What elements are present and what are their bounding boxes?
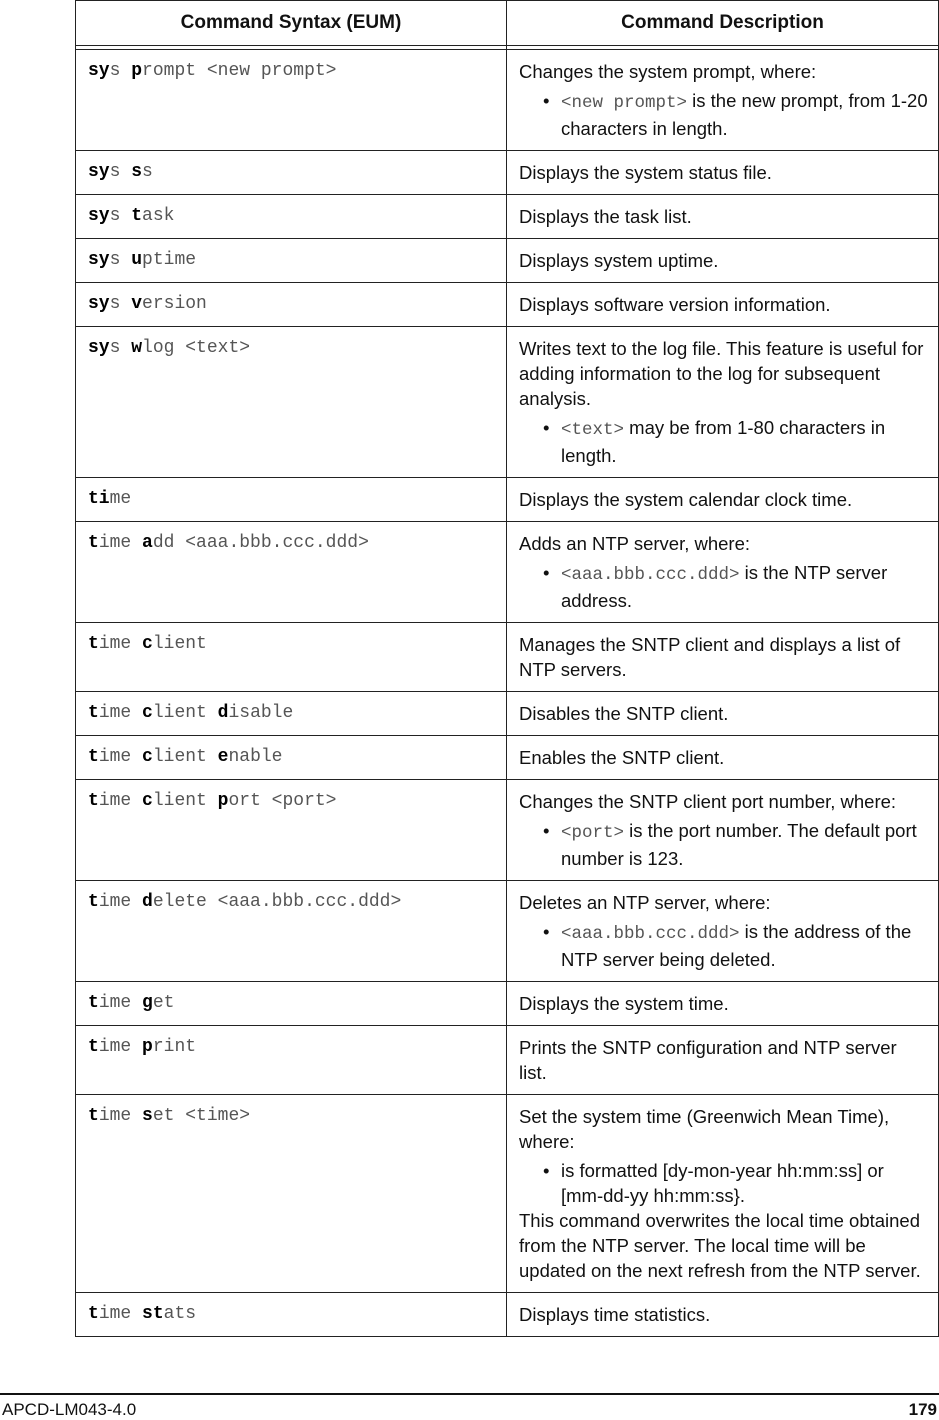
syntax-text: ime [98, 533, 143, 553]
description-text: Set the system time (Greenwich Mean Time), where: [519, 1106, 890, 1152]
syntax-abbrev: sy [88, 61, 110, 81]
table-row [76, 195, 939, 239]
command-description [507, 283, 939, 327]
command-description [507, 982, 939, 1026]
command-syntax [76, 195, 507, 239]
command-description [507, 881, 939, 982]
syntax-abbrev: t [88, 634, 99, 654]
bullet-text: is the NTP server address. [561, 562, 888, 611]
table-row [76, 982, 939, 1026]
command-description [507, 50, 939, 151]
syntax-text: lient [152, 634, 207, 654]
command-syntax [76, 982, 507, 1026]
command-description [507, 692, 939, 736]
syntax-abbrev: d [142, 892, 153, 912]
description-bullets [519, 560, 928, 613]
syntax-abbrev: c [142, 703, 153, 723]
description-bullets [519, 818, 928, 871]
command-syntax [76, 881, 507, 982]
table-row [76, 692, 939, 736]
description-bullets [519, 1158, 928, 1208]
syntax-text [120, 162, 131, 182]
table-row [76, 623, 939, 692]
footer-doc-id: APCD-LM043-4.0 [2, 1400, 137, 1419]
syntax-text: log <text> [142, 338, 251, 358]
parameter-code: <aaa.bbb.ccc.ddd> [561, 565, 740, 585]
syntax-text [120, 338, 131, 358]
syntax-abbrev: p [131, 61, 143, 81]
command-syntax [76, 50, 507, 151]
parameter-code: <new prompt> [561, 93, 688, 113]
syntax-text [120, 250, 131, 270]
syntax-abbrev: w [131, 338, 143, 358]
syntax-abbrev: sy [88, 338, 110, 358]
command-description [507, 780, 939, 881]
table-row [76, 151, 939, 195]
syntax-abbrev: v [131, 294, 143, 314]
command-syntax [76, 692, 507, 736]
syntax-text: rompt <new prompt> [142, 61, 337, 81]
description-text: Displays the system status file. [519, 162, 772, 183]
header-command-description: Command Description [507, 1, 939, 46]
syntax-text: lient [152, 791, 218, 811]
header-command-syntax: Command Syntax (EUM) [76, 1, 507, 46]
syntax-text: lient [152, 747, 218, 767]
syntax-text: nable [228, 747, 283, 767]
syntax-abbrev: t [88, 1106, 99, 1126]
description-text: Manages the SNTP client and displays a list of NTP servers. [519, 634, 901, 680]
syntax-abbrev: t [131, 206, 143, 226]
command-syntax [76, 478, 507, 522]
description-text: Displays time statistics. [519, 1304, 711, 1325]
command-syntax [76, 283, 507, 327]
syntax-abbrev: s [131, 162, 143, 182]
syntax-text: s [109, 338, 121, 358]
description-text: Adds an NTP server, where: [519, 533, 751, 554]
command-description [507, 195, 939, 239]
syntax-text: ime [98, 791, 143, 811]
description-text: Displays the system time. [519, 993, 729, 1014]
syntax-text: ime [98, 747, 143, 767]
syntax-text: rint [152, 1037, 197, 1057]
command-table [75, 0, 939, 1337]
command-description [507, 239, 939, 283]
bullet-text: is formatted [dy-mon-year hh:mm:ss] or [mm-dd-yy hh:mm:ss}. [561, 1160, 884, 1206]
syntax-text: isable [228, 703, 294, 723]
table-row [76, 881, 939, 982]
syntax-abbrev: t [88, 533, 99, 553]
command-syntax [76, 736, 507, 780]
command-description [507, 1293, 939, 1337]
table-row [76, 478, 939, 522]
bullet-text: may be from 1-80 characters in length. [561, 417, 886, 466]
description-bullets [519, 919, 928, 972]
syntax-text: ptime [142, 250, 197, 270]
bullet-text: is the new prompt, from 1-20 characters in length. [561, 90, 928, 139]
parameter-code: <aaa.bbb.ccc.ddd> [561, 924, 740, 944]
bullet-text: is the port number. The default port number is 123. [561, 820, 917, 869]
syntax-text: ime [98, 1304, 143, 1324]
table-body [76, 50, 939, 1337]
description-text: Changes the SNTP client port number, where: [519, 791, 897, 812]
syntax-abbrev: t [88, 747, 99, 767]
description-text: Changes the system prompt, where: [519, 61, 817, 82]
command-syntax [76, 623, 507, 692]
syntax-text: ime [98, 892, 143, 912]
parameter-code: <port> [561, 823, 625, 843]
bullet-item [561, 919, 928, 972]
syntax-abbrev: u [131, 250, 143, 270]
bullet-text: is the address of the NTP server being deleted. [561, 921, 912, 970]
command-syntax [76, 522, 507, 623]
syntax-abbrev: c [142, 634, 153, 654]
command-syntax [76, 780, 507, 881]
command-syntax [76, 1293, 507, 1337]
syntax-text: ask [142, 206, 175, 226]
syntax-text: ime [98, 634, 143, 654]
syntax-abbrev: t [88, 791, 99, 811]
command-syntax [76, 1026, 507, 1095]
syntax-abbrev: e [217, 747, 229, 767]
syntax-text [120, 206, 131, 226]
description-text: Enables the SNTP client. [519, 747, 725, 768]
bullet-item [561, 1158, 928, 1208]
command-syntax [76, 1095, 507, 1293]
syntax-text: ersion [142, 294, 207, 314]
syntax-text: s [109, 162, 121, 182]
syntax-text [120, 61, 131, 81]
syntax-abbrev: ti [88, 489, 110, 509]
bullet-item [561, 560, 928, 613]
syntax-text: dd <aaa.bbb.ccc.ddd> [152, 533, 369, 553]
syntax-text: ime [98, 703, 143, 723]
syntax-abbrev: c [142, 791, 153, 811]
syntax-text: s [109, 61, 121, 81]
syntax-abbrev: p [142, 1037, 153, 1057]
syntax-text: ort <port> [228, 791, 337, 811]
command-description [507, 478, 939, 522]
command-syntax [76, 239, 507, 283]
syntax-text: ime [98, 1037, 143, 1057]
syntax-abbrev: p [217, 791, 229, 811]
command-description [507, 623, 939, 692]
syntax-text: et <time> [152, 1106, 251, 1126]
bullet-item [561, 415, 928, 468]
syntax-text: lient [152, 703, 218, 723]
syntax-abbrev: sy [88, 162, 110, 182]
description-bullets [519, 415, 928, 468]
syntax-abbrev: t [88, 1304, 99, 1324]
table-row [76, 239, 939, 283]
syntax-abbrev: t [88, 993, 99, 1013]
syntax-text: et [152, 993, 175, 1013]
syntax-abbrev: t [88, 1037, 99, 1057]
table-row [76, 327, 939, 478]
table-row [76, 736, 939, 780]
description-text: Displays the system calendar clock time. [519, 489, 853, 510]
footer-rule [0, 1393, 939, 1395]
syntax-text: elete <aaa.bbb.ccc.ddd> [152, 892, 402, 912]
command-syntax [76, 151, 507, 195]
syntax-abbrev: sy [88, 294, 110, 314]
syntax-abbrev: d [217, 703, 229, 723]
command-description [507, 151, 939, 195]
command-description [507, 327, 939, 478]
parameter-code: <text> [561, 420, 625, 440]
syntax-abbrev: st [142, 1304, 164, 1324]
table-row [76, 1095, 939, 1293]
description-bullets [519, 88, 928, 141]
syntax-text: ime [98, 1106, 143, 1126]
syntax-text: s [142, 162, 153, 182]
table-row [76, 283, 939, 327]
syntax-abbrev: g [142, 993, 153, 1013]
table-row [76, 50, 939, 151]
table-header-row [76, 1, 939, 46]
table-row [76, 1026, 939, 1095]
syntax-text: s [109, 206, 121, 226]
command-description [507, 522, 939, 623]
description-text: Displays the task list. [519, 206, 692, 227]
table-row [76, 780, 939, 881]
description-text: Writes text to the log file. This feature is useful for adding information to the log for subsequent analysis. [519, 338, 924, 409]
syntax-abbrev: t [88, 892, 99, 912]
syntax-abbrev: t [88, 703, 99, 723]
description-text: Deletes an NTP server, where: [519, 892, 771, 913]
syntax-text: s [109, 294, 121, 314]
syntax-text [120, 294, 131, 314]
bullet-item [561, 88, 928, 141]
syntax-abbrev: sy [88, 250, 110, 270]
syntax-abbrev: c [142, 747, 153, 767]
description-text: This command overwrites the local time obtained from the NTP server. The local time will be updated on the next refresh from the NTP server. [519, 1210, 921, 1281]
command-syntax [76, 327, 507, 478]
syntax-abbrev: s [142, 1106, 153, 1126]
syntax-abbrev: a [142, 533, 153, 553]
command-description [507, 1026, 939, 1095]
syntax-text: ime [98, 993, 143, 1013]
table-row [76, 522, 939, 623]
description-text: Displays system uptime. [519, 250, 719, 271]
syntax-abbrev: sy [88, 206, 110, 226]
footer-page-number: 179 [908, 1400, 937, 1419]
description-text: Disables the SNTP client. [519, 703, 729, 724]
table-row [76, 1293, 939, 1337]
syntax-text: me [109, 489, 132, 509]
command-description [507, 1095, 939, 1293]
syntax-text: s [109, 250, 121, 270]
description-text: Displays software version information. [519, 294, 831, 315]
command-description [507, 736, 939, 780]
syntax-text: ats [163, 1304, 197, 1324]
description-text: Prints the SNTP configuration and NTP server list. [519, 1037, 897, 1083]
bullet-item [561, 818, 928, 871]
